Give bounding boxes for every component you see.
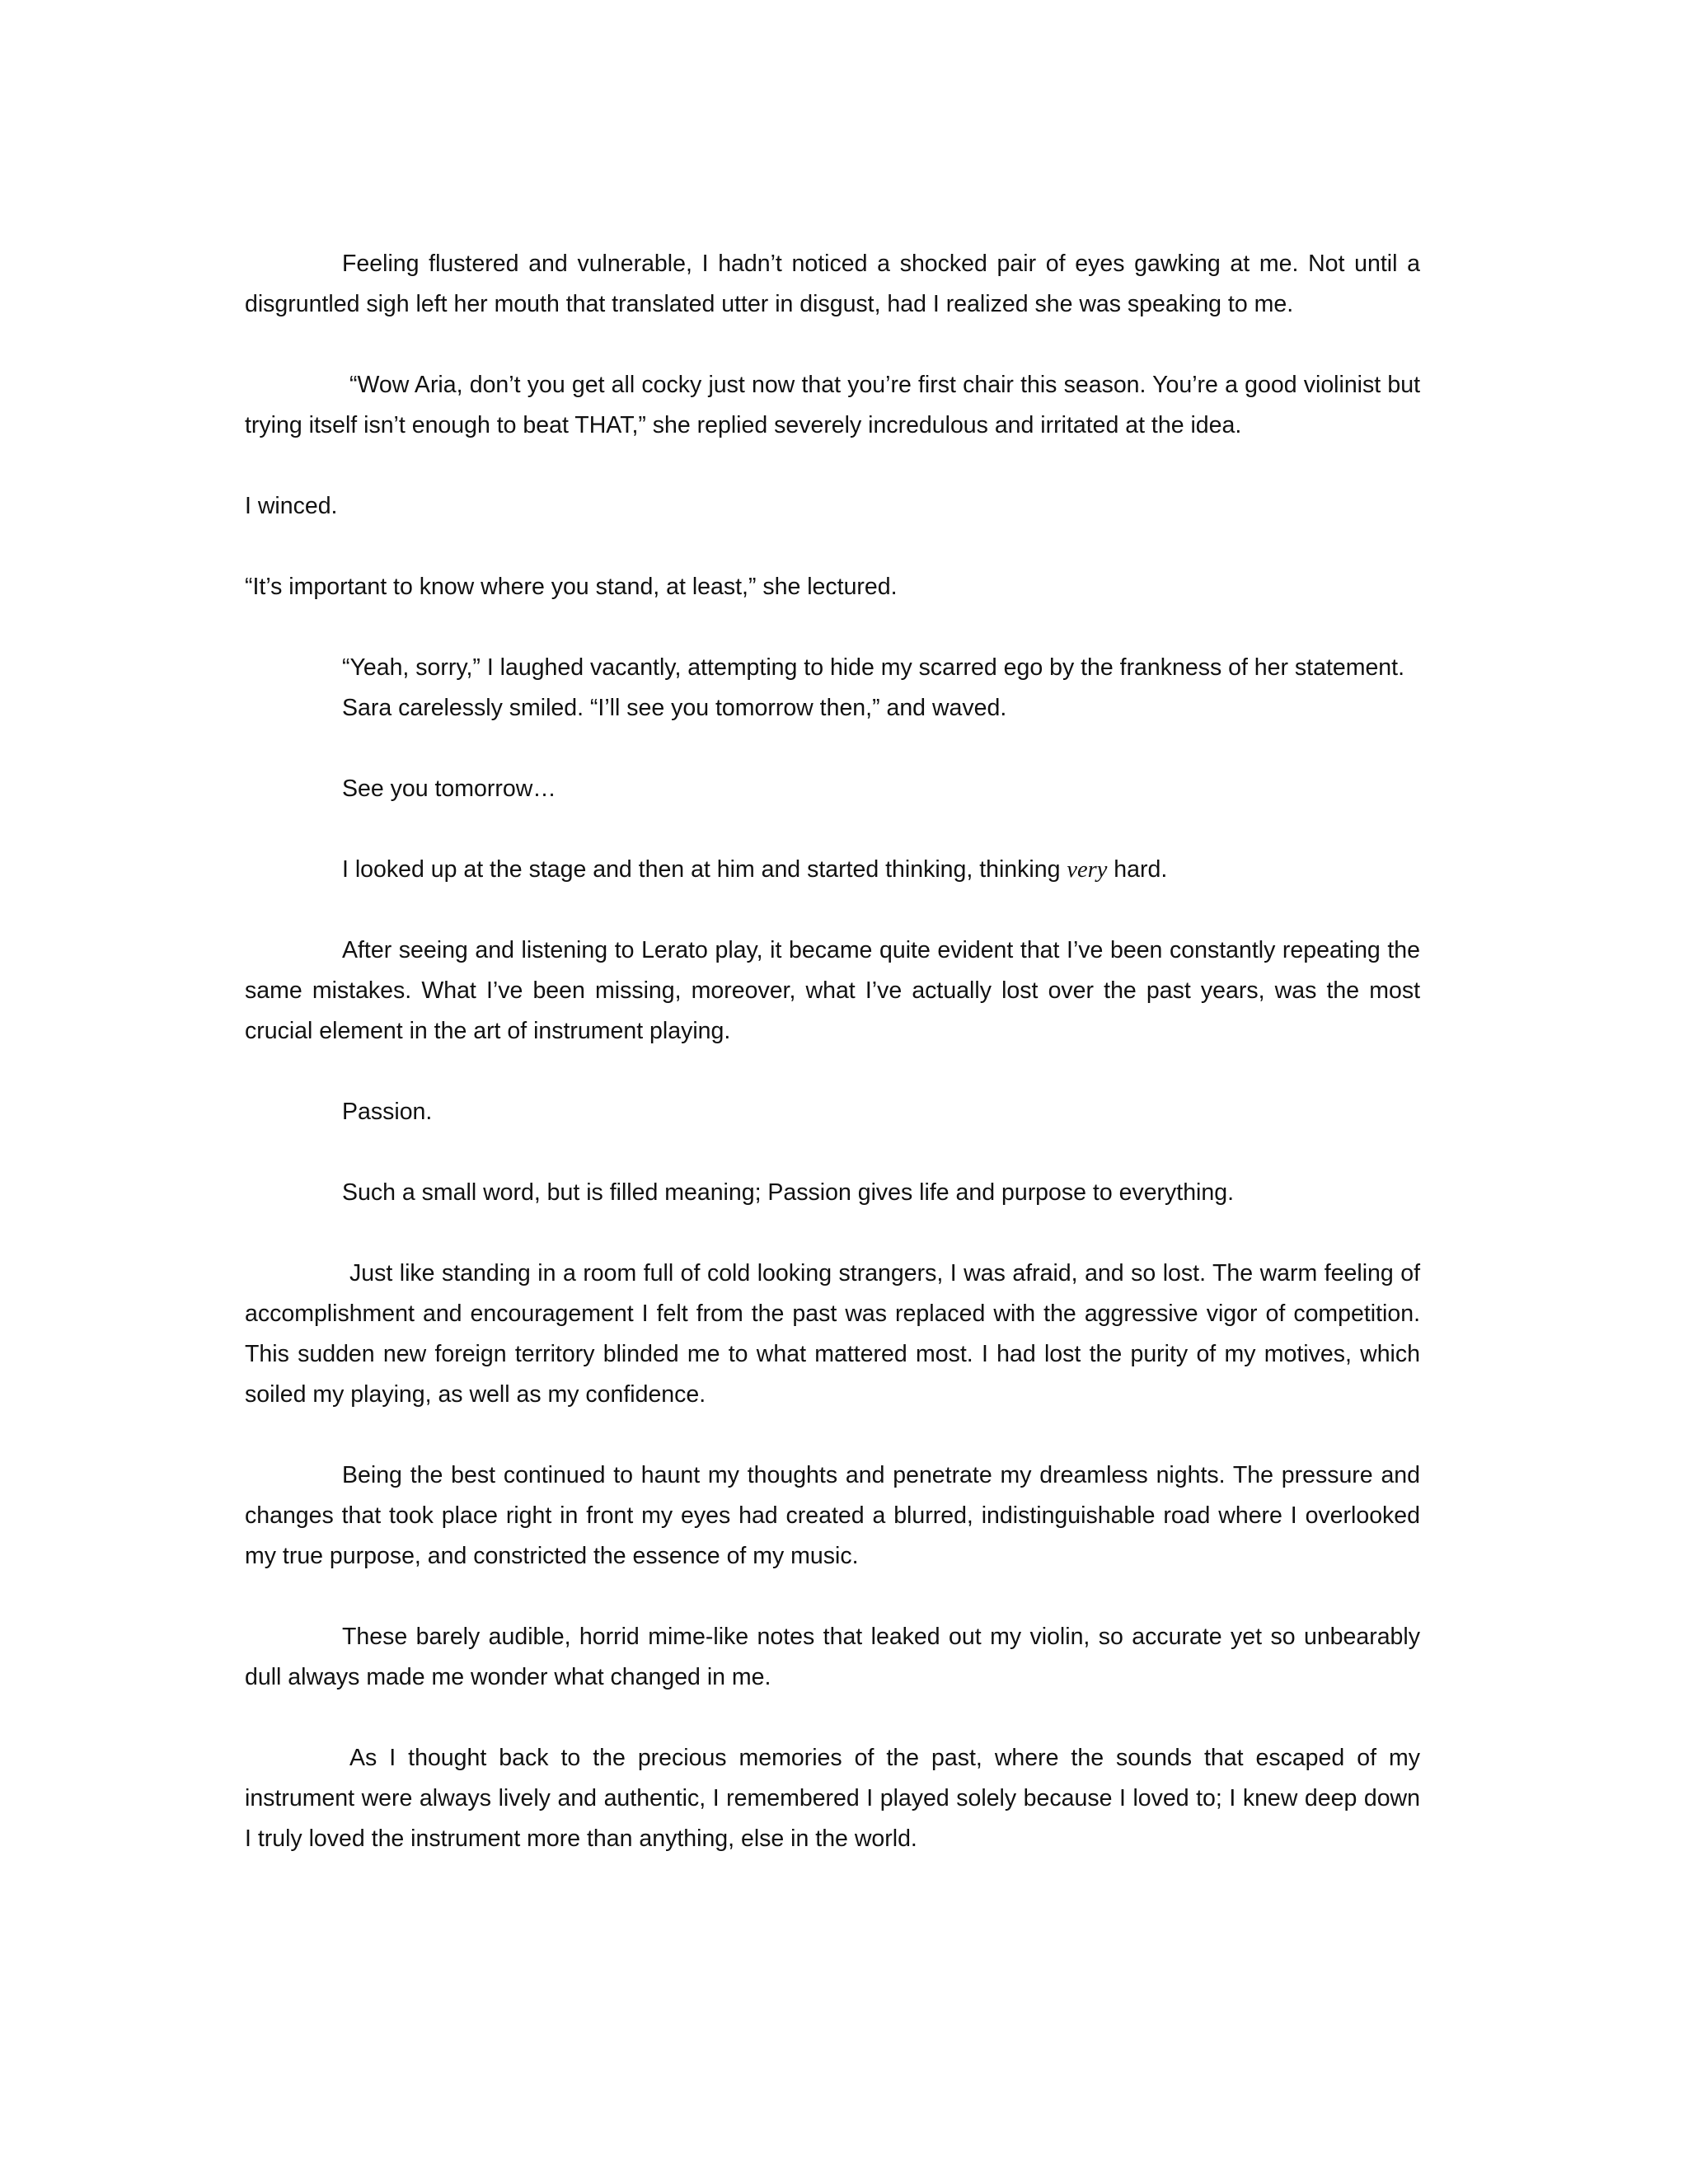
paragraph-14: As I thought back to the precious memories of the past, where the sounds that escaped of my instrument were always lively and authentic, I remembered I played solely because I loved to; I knew deep down I truly loved the instrument more than anything, else in the world. [245,1745,1420,1852]
paragraph-3: I winced. [245,493,338,519]
paragraph-7-after: hard. [1107,856,1168,883]
paragraph-4: “It’s important to know where you stand, at least,” she lectured. [245,574,898,600]
paragraph-5-line-1: “Yeah, sorry,” I laughed vacantly, attempting to hide my scarred ego by the frankness of her statement. [342,654,1404,681]
paragraph-1: Feeling flustered and vulnerable, I hadn’t noticed a shocked pair of eyes gawking at me. Not until a disgruntled sigh left her mouth that translated utter in disgust, had I realized she was speaking to me. [245,251,1420,317]
paragraph-8: After seeing and listening to Lerato play, it became quite evident that I’ve been constantly repeating the same mistakes. What I’ve been missing, moreover, what I’ve actually lost over the past years, was the most crucial element in the art of instrument playing. [245,937,1420,1044]
paragraph-5 [245,648,1420,729]
paragraph-7 [245,850,1420,890]
paragraph-12: Being the best continued to haunt my thoughts and penetrate my dreamless nights. The pressure and changes that took place right in front my eyes had created a blurred, indistinguishable road where I overlooked my true purpose, and constricted the essence of my music. [245,1462,1420,1569]
paragraph-10: Such a small word, but is filled meaning; Passion gives life and purpose to everything. [342,1179,1234,1206]
paragraph-13: These barely audible, horrid mime-like notes that leaked out my violin, so accurate yet so unbearably dull always made me wonder what changed in me. [245,1624,1420,1690]
paragraph-11: Just like standing in a room full of cold looking strangers, I was afraid, and so lost. The warm feeling of accomplishment and encouragement I felt from the past was replaced with the aggressive vigor of competition. This sudden new foreign territory blinded me to what mattered most. I had lost the purity of my motives, which soiled my playing, as well as my confidence. [245,1260,1420,1408]
paragraph-6: See you tomorrow… [342,776,556,802]
document-body [245,244,1420,1900]
paragraph-5-line-2: Sara carelessly smiled. “I’ll see you tomorrow then,” and waved. [342,695,1007,721]
paragraph-2: “Wow Aria, don’t you get all cocky just now that you’re first chair this season. You’re a good violinist but trying itself isn’t enough to beat THAT,” she replied severely incredulous and irritated at the idea. [245,372,1420,438]
paragraph-7-emphasis: very [1067,857,1108,883]
paragraph-9: Passion. [342,1099,433,1125]
paragraph-7-before: I looked up at the stage and then at him and started thinking, thinking [342,856,1067,883]
